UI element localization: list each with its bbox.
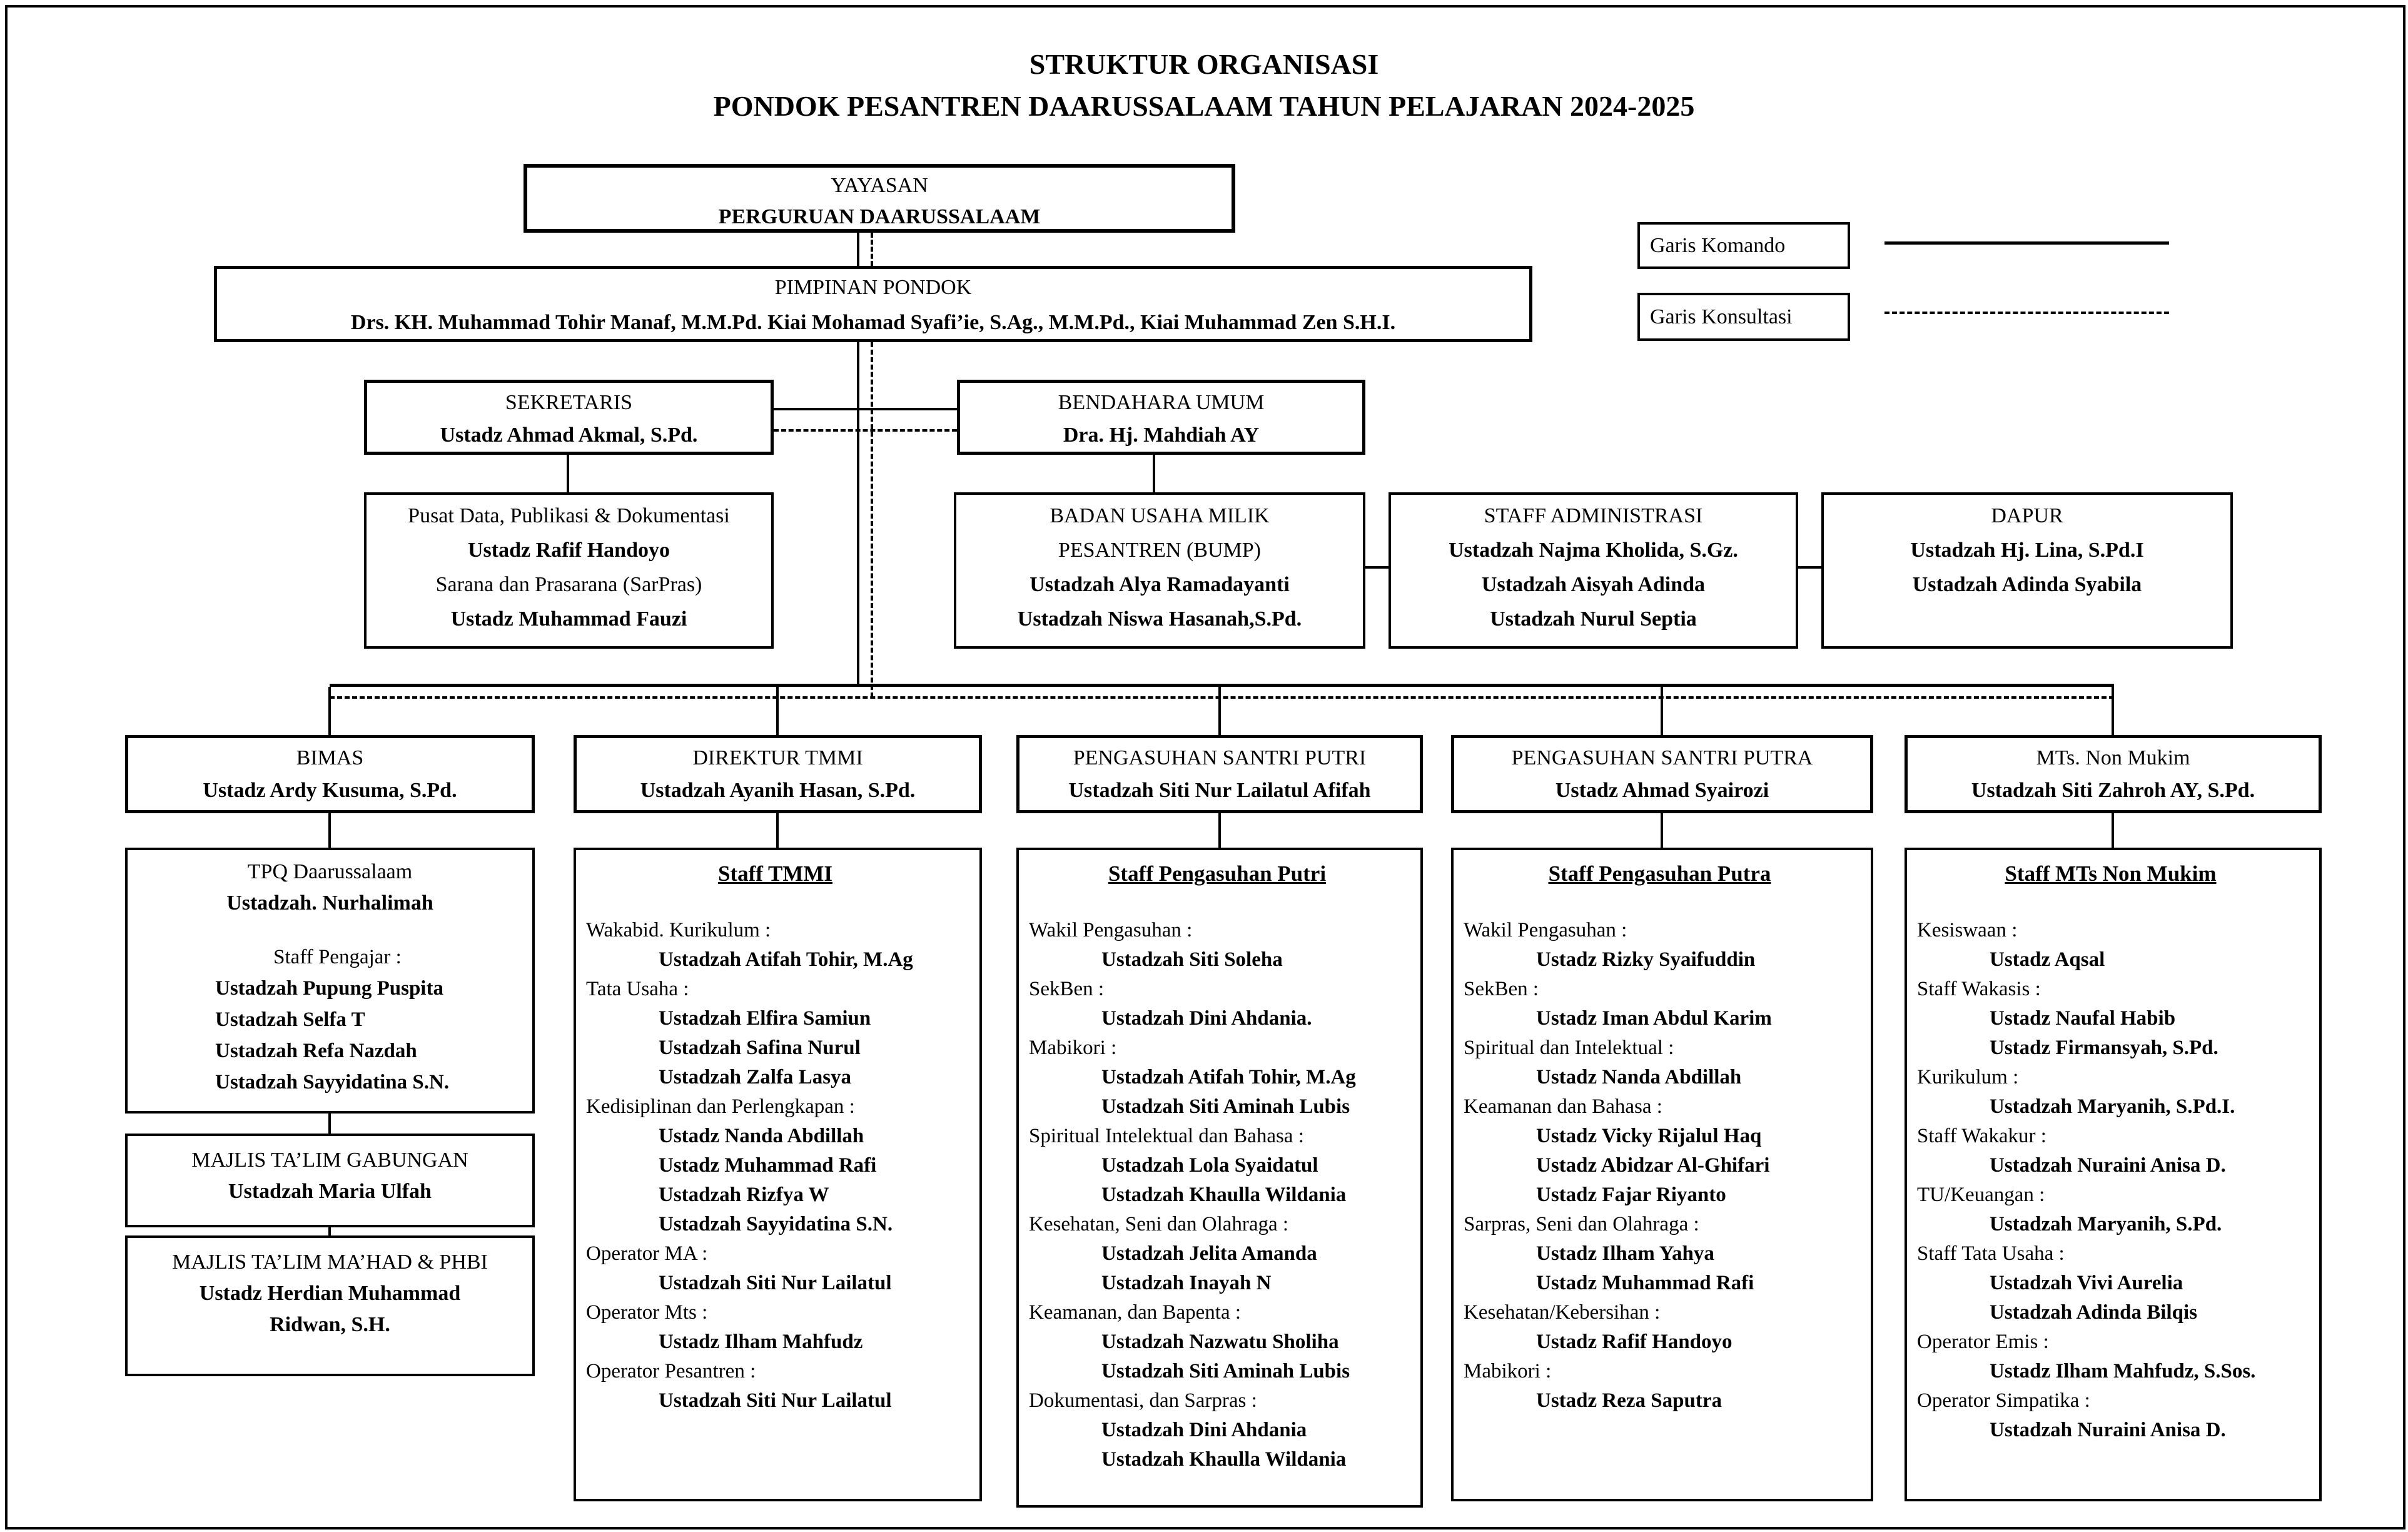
staff-name: Ustadz Iman Abdul Karim xyxy=(1536,1007,1772,1030)
dapur-name2: Ustadzah Adinda Syabila xyxy=(1912,573,2142,596)
dapur-name1: Ustadzah Hj. Lina, S.Pd.I xyxy=(1910,539,2144,562)
staff-name: Ustadz Firmansyah, S.Pd. xyxy=(1990,1037,2218,1059)
box-yayasan xyxy=(524,164,1235,233)
legend-komando-line-sample xyxy=(1884,241,2169,245)
pimpinan-names: Drs. KH. Muhammad Tohir Manaf, M.M.Pd. Kiai Mohamad Syafi’ie, S.Ag., M.M.Pd., Kiai Muhammad Zen S.H.I. xyxy=(350,311,1396,334)
staff-name: Ustadzah Maryanih, S.Pd.I. xyxy=(1990,1095,2235,1118)
staff-name: Ustadzah Khaulla Wildania xyxy=(1101,1448,1347,1471)
legend-konsultasi-label: Garis Konsultasi xyxy=(1650,305,1793,328)
box-bump xyxy=(954,492,1365,649)
staff-name: Ustadzah Pupung Puspita xyxy=(215,977,443,1000)
box-mts-non-mukim xyxy=(1905,735,2322,813)
role-label: Staff Wakakur : xyxy=(1917,1125,2046,1147)
staff-name: Ustadzah Safina Nurul xyxy=(659,1037,861,1059)
staff-name: Ustadz Reza Saputra xyxy=(1536,1389,1722,1412)
role-label: Operator Simpatika : xyxy=(1917,1389,2090,1412)
staff-name: Ustadz Rafif Handoyo xyxy=(1536,1331,1733,1353)
box-majlis-gabungan xyxy=(125,1134,535,1227)
staff-name: Ustadz Ilham Mahfudz, S.Sos. xyxy=(1990,1360,2256,1382)
staff-name: Ustadz Abidzar Al-Ghifari xyxy=(1536,1154,1770,1177)
staff-name: Ustadz Vicky Rijalul Haq xyxy=(1536,1125,1762,1147)
staff-name: Ustadz Ilham Mahfudz xyxy=(659,1331,863,1353)
staff-putri-list xyxy=(1019,916,1415,1474)
direktur-tmmi-name: Ustadzah Ayanih Hasan, S.Pd. xyxy=(640,779,916,802)
role-label: Operator Mts : xyxy=(586,1301,708,1324)
majlis-gabungan-title: MAJLIS TA’LIM GABUNGAN xyxy=(191,1149,468,1172)
pusat-data-name2: Ustadz Muhammad Fauzi xyxy=(450,607,687,631)
bimas-title: BIMAS xyxy=(296,746,364,769)
staff-name: Ustadzah Rizfya W xyxy=(659,1184,829,1206)
staff-name: Ustadzah Adinda Bilqis xyxy=(1990,1301,2197,1324)
bendahara-title: BENDAHARA UMUM xyxy=(1058,391,1265,414)
bump-title-line1: BADAN USAHA MILIK xyxy=(1050,504,1270,527)
staff-name: Ustadzah Atifah Tohir, M.Ag xyxy=(1101,1066,1356,1088)
staff-name: Ustadz Fajar Riyanto xyxy=(1536,1184,1726,1206)
sekretaris-name: Ustadz Ahmad Akmal, S.Pd. xyxy=(440,424,698,447)
staff-name: Ustadzah Nuraini Anisa D. xyxy=(1990,1419,2226,1441)
majlis-mahad-title: MAJLIS TA’LIM MA’HAD & PHBI xyxy=(172,1250,488,1274)
staff-name: Ustadzah Siti Soleha xyxy=(1101,948,1283,971)
staff-name: Ustadz Muhammad Rafi xyxy=(659,1154,877,1177)
role-label: Staff Wakasis : xyxy=(1917,978,2041,1000)
box-tpq xyxy=(125,848,535,1113)
role-label: Staff Pengajar : xyxy=(273,946,402,968)
staff-putri-header: Staff Pengasuhan Putri xyxy=(1108,861,1327,886)
role-label: SekBen : xyxy=(1029,978,1105,1000)
staff-name: Ustadzah Vivi Aurelia xyxy=(1990,1272,2183,1294)
role-label: Dokumentasi, dan Sarpras : xyxy=(1029,1389,1257,1412)
role-label: Tata Usaha : xyxy=(586,978,689,1000)
staff-name: Ustadzah Inayah N xyxy=(1101,1272,1272,1294)
staff-admin-name2: Ustadzah Aisyah Adinda xyxy=(1481,573,1706,596)
staff-putra-list xyxy=(1454,916,1866,1416)
staff-name: Ustadzah Nazwatu Sholiha xyxy=(1101,1331,1339,1353)
role-label: Staff Tata Usaha : xyxy=(1917,1242,2065,1265)
staff-name: Ustadzah Maryanih, S.Pd. xyxy=(1990,1213,2222,1235)
staff-name: Ustadz Ilham Yahya xyxy=(1536,1242,1714,1265)
pengasuhan-putri-title: PENGASUHAN SANTRI PUTRI xyxy=(1073,746,1367,769)
box-sekretaris xyxy=(364,380,774,455)
staff-name: Ustadzah Refa Nazdah xyxy=(215,1040,417,1062)
dapur-title: DAPUR xyxy=(1991,504,2063,527)
staff-name: Ustadzah Siti Aminah Lubis xyxy=(1101,1360,1350,1382)
box-pengasuhan-putra xyxy=(1451,735,1873,813)
role-label: Operator Pesantren : xyxy=(586,1360,756,1382)
staff-name: Ustadzah Khaulla Wildania xyxy=(1101,1184,1347,1206)
box-dapur xyxy=(1821,492,2233,649)
legend-konsultasi-box xyxy=(1637,293,1850,341)
legend-konsultasi-line-sample xyxy=(1884,312,2169,314)
pengasuhan-putra-title: PENGASUHAN SANTRI PUTRA xyxy=(1511,746,1813,769)
box-pusat-data xyxy=(364,492,774,649)
legend-komando-label: Garis Komando xyxy=(1650,233,1786,257)
pusat-data-subtitle: Sarana dan Prasarana (SarPras) xyxy=(435,573,702,596)
staff-putra-header: Staff Pengasuhan Putra xyxy=(1548,861,1771,886)
pusat-data-title: Pusat Data, Publikasi & Dokumentasi xyxy=(408,504,730,527)
role-label: TU/Keuangan : xyxy=(1917,1184,2045,1206)
pengasuhan-putri-name: Ustadzah Siti Nur Lailatul Afifah xyxy=(1068,779,1371,802)
staff-name: Ustadzah Siti Nur Lailatul xyxy=(659,1272,892,1294)
direktur-tmmi-title: DIREKTUR TMMI xyxy=(692,746,863,769)
bendahara-name: Dra. Hj. Mahdiah AY xyxy=(1063,424,1260,447)
staff-name: Ustadzah Siti Nur Lailatul xyxy=(659,1389,892,1412)
staff-name: Ustadzah Sayyidatina S.N. xyxy=(659,1213,893,1235)
role-label: Operator MA : xyxy=(586,1242,708,1265)
mts-non-mukim-name: Ustadzah Siti Zahroh AY, S.Pd. xyxy=(1971,779,2255,802)
staff-name: Ustadzah Dini Ahdania. xyxy=(1101,1007,1312,1030)
bimas-name: Ustadz Ardy Kusuma, S.Pd. xyxy=(203,779,457,802)
tpq-head-name: Ustadzah. Nurhalimah xyxy=(226,891,433,915)
pimpinan-title: PIMPINAN PONDOK xyxy=(774,276,972,299)
tpq-staff-list xyxy=(128,941,532,1098)
role-label: Wakil Pengasuhan : xyxy=(1029,919,1193,941)
staff-name: Ustadzah Atifah Tohir, M.Ag xyxy=(659,948,913,971)
staff-admin-title: STAFF ADMINISTRASI xyxy=(1484,504,1703,527)
box-pimpinan xyxy=(214,266,1532,342)
staff-name: Ustadzah Sayyidatina S.N. xyxy=(215,1071,450,1093)
staff-name: Ustadz Nanda Abdillah xyxy=(659,1125,864,1147)
staff-name: Ustadzah Zalfa Lasya xyxy=(659,1066,852,1088)
staff-name: Ustadz Muhammad Rafi xyxy=(1536,1272,1754,1294)
staff-name: Ustadzah Jelita Amanda xyxy=(1101,1242,1317,1265)
role-label: Kesiswaan : xyxy=(1917,919,2018,941)
page-title-line2: PONDOK PESANTREN DAARUSSALAAM TAHUN PELAJARAN 2024-2025 xyxy=(713,89,1695,122)
box-staff-mts xyxy=(1905,848,2322,1501)
yayasan-subtitle: PERGURUAN DAARUSSALAAM xyxy=(718,205,1041,228)
page-title-line1: STRUKTUR ORGANISASI xyxy=(1029,48,1379,80)
staff-name: Ustadz Aqsal xyxy=(1990,948,2105,971)
staff-name: Ustadzah Elfira Samiun xyxy=(659,1007,871,1030)
role-label: Spiritual Intelektual dan Bahasa : xyxy=(1029,1125,1304,1147)
staff-name: Ustadz Rizky Syaifuddin xyxy=(1536,948,1756,971)
staff-tmmi-header: Staff TMMI xyxy=(717,861,833,886)
role-label: Operator Emis : xyxy=(1917,1331,2049,1353)
role-label: Kurikulum : xyxy=(1917,1066,2019,1088)
role-label: Kesehatan, Seni dan Olahraga : xyxy=(1029,1213,1289,1235)
sekretaris-title: SEKRETARIS xyxy=(505,391,633,414)
mts-non-mukim-title: MTs. Non Mukim xyxy=(2036,746,2190,769)
box-staff-putra xyxy=(1451,848,1873,1501)
staff-name: Ustadzah Lola Syaidatul xyxy=(1101,1154,1318,1177)
role-label: Spiritual dan Intelektual : xyxy=(1464,1037,1674,1059)
box-bimas xyxy=(125,735,535,813)
role-label: Keamanan, dan Bapenta : xyxy=(1029,1301,1242,1324)
staff-mts-list xyxy=(1907,916,2314,1445)
majlis-gabungan-name: Ustadzah Maria Ulfah xyxy=(228,1180,432,1203)
role-label: Mabikori : xyxy=(1029,1037,1117,1059)
box-majlis-mahad xyxy=(125,1235,535,1376)
staff-name: Ustadz Nanda Abdillah xyxy=(1536,1066,1742,1088)
staff-name: Ustadzah Nuraini Anisa D. xyxy=(1990,1154,2226,1177)
role-label: Wakabid. Kurikulum : xyxy=(586,919,771,941)
role-label: Keamanan dan Bahasa : xyxy=(1464,1095,1662,1118)
staff-tmmi-list xyxy=(576,916,974,1416)
staff-admin-name3: Ustadzah Nurul Septia xyxy=(1490,607,1697,631)
box-staff-tmmi xyxy=(574,848,982,1501)
role-label: Kedisiplinan dan Perlengkapan : xyxy=(586,1095,855,1118)
staff-admin-name1: Ustadzah Najma Kholida, S.Gz. xyxy=(1449,539,1738,562)
role-label: Sarpras, Seni dan Olahraga : xyxy=(1464,1213,1699,1235)
bump-title-line2: PESANTREN (BUMP) xyxy=(1058,539,1261,562)
staff-name: Ustadzah Selfa T xyxy=(215,1008,365,1031)
bump-name2: Ustadzah Niswa Hasanah,S.Pd. xyxy=(1017,607,1302,631)
staff-name: Ustadz Naufal Habib xyxy=(1990,1007,2176,1030)
page-title xyxy=(0,44,2408,127)
role-label: Wakil Pengasuhan : xyxy=(1464,919,1627,941)
legend-komando-box xyxy=(1637,222,1850,269)
pusat-data-name1: Ustadz Rafif Handoyo xyxy=(467,539,670,562)
tpq-title: TPQ Daarussalaam xyxy=(247,860,413,883)
bump-name1: Ustadzah Alya Ramadayanti xyxy=(1029,573,1290,596)
role-label: SekBen : xyxy=(1464,978,1539,1000)
box-staff-putri xyxy=(1016,848,1423,1508)
pengasuhan-putra-name: Ustadz Ahmad Syairozi xyxy=(1555,779,1769,802)
majlis-mahad-name: Ustadz Herdian Muhammad Ridwan, S.H. xyxy=(199,1282,461,1336)
role-label: Kesehatan/Kebersihan : xyxy=(1464,1301,1661,1324)
staff-mts-header: Staff MTs Non Mukim xyxy=(2005,861,2217,886)
role-label: Mabikori : xyxy=(1464,1360,1552,1382)
staff-name: Ustadzah Siti Aminah Lubis xyxy=(1101,1095,1350,1118)
box-bendahara xyxy=(957,380,1365,455)
box-direktur-tmmi xyxy=(574,735,982,813)
box-pengasuhan-putri xyxy=(1016,735,1423,813)
yayasan-title: YAYASAN xyxy=(831,174,928,197)
box-staff-administrasi xyxy=(1389,492,1798,649)
staff-name: Ustadzah Dini Ahdania xyxy=(1101,1419,1307,1441)
